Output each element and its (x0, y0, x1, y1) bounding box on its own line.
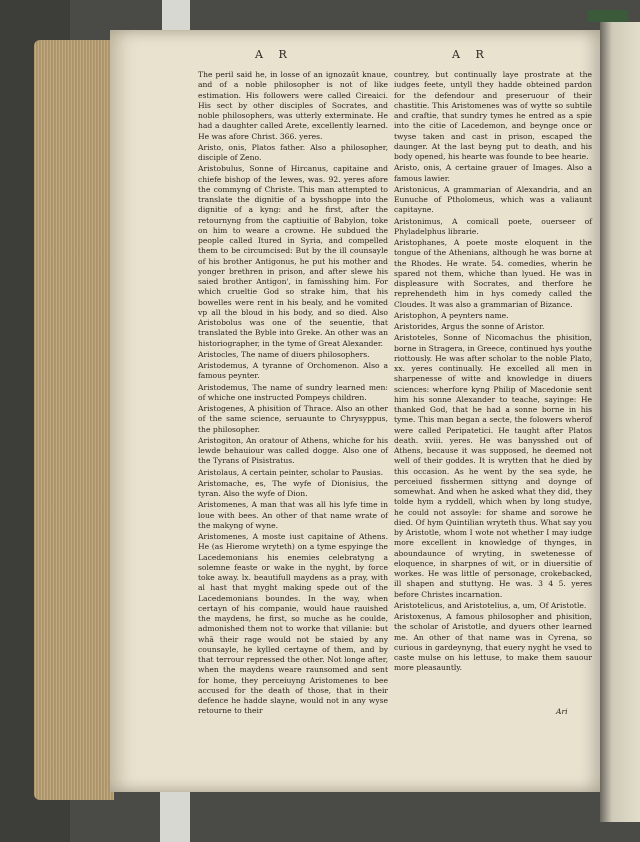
entry-aristorides: Aristorides, Argus the sonne of Aristor. (394, 322, 545, 331)
bookmark-tab (588, 10, 628, 22)
entry-aristomenes-2: Aristomenes, A moste iust capitaine of Athens. He (as Hierome wryteth) on a tyme espyinge the Lacedemonians his enemies celebratyng a solemne feaste or wake in the nyght, by force toke away. lx. beautifull maydens as a pray, with al hast that myght making spede out of the Lacedemonians boundes. In the way, when certayn of his companie, would haue rauished the maydens, he first, so muche as he coulde, admonished them not to worke that villanie: but whā their rage would not be staied by any counsayle, he kylled certayne of them, and by that terrour repressed the other. Not longe after, when the maydens weare raunsomed and sent for home, they perceiuyng Aristomenes to bee accused for the death of those, that in their defence he hadde slayne, would not in any wyse retourne to their (198, 532, 388, 716)
facing-page-edge (600, 22, 640, 822)
entry-aristo: Aristo, onis, Platos father. Also a philosopher, disciple of Zeno. (198, 142, 388, 162)
entry-aristomenes-cont: countrey, but continually laye prostrate at the iudges feete, untyll they hadde obteined pardon for the defendour and preseruour of their chastitie. This Aristomenes was of wytte so subtile and craftie, that sundry tymes he entred as a spie into the citie of Lacedemon, and beynge once or twyse taken and cast in prison, escaped the daunger. At the last beyng put to death, and his body opened, his hearte was founde to bee hearie. (394, 70, 592, 161)
entry-aristogenes: Aristogenes, A phisition of Thrace. Also an other of the same science, seruaunte to Chrysyppus, the philosopher. (198, 404, 388, 434)
book-page-edges (34, 40, 114, 800)
entry-aristomache: Aristomache, es, The wyfe of Dionisius, the tyran. Also the wyfe of Dion. (198, 478, 388, 498)
entry-aristippus-cont: The peril said he, in losse of an ignozaūt knaue, and of a noble philosopher is not of like estimation. His followers were called Cireaici. His sect by other disciples of Socrates, and noble philosophers, was utterly exterminate. He had a daughter called Arete, excellently learned. He was afore Christ. 366. yeres. (198, 70, 388, 141)
scale-ruler-bottom (160, 790, 190, 842)
entry-aristophanes: Aristophanes, A poete moste eloquent in the tongue of the Athenians, although he was borne at the Rhodes. He wrate. 54. comedies, wherin he spared not them, whiche than lyued. He was in displeasure with Socrates, and therfore he reprehendeth him in hys comedy called the Cloudes. It was also a grammarian of Bizance. (394, 238, 592, 309)
entry-aristobulus: Aristobulus, Sonne of Hircanus, capitaine and chiefe bishop of the Iewes, was. 92. yeres afore the commyng of Christe. This man attempted to translate the dignitie of a bysshoppe into the dignitie of a kyng: and he first, after the retournyng from the captiuitie of Babylon, toke on him to weare a crowne. He subdued the people called Itured in Syria, and compelled them to be circumcised: But by the ill counsayle of his brother Antigonus, he put his mother and yonger brethren in prison, and after slewe his saied brother Antigon', in famisshing him. For which crueltie God so strake him, that his bowelles were rent in his bealy, and he vomited vp all the bloud in his body, and so died. Also Aristobolus was one of the seuentie, that translated the Byble into Greke. An other was an historiographer, in the tyme of Great Alexander. (198, 164, 388, 348)
catchword: Ari (556, 707, 568, 716)
entry-aristoteles: Aristoteles, Sonne of Nicomachus the phisition, borne in Stragera, in Greece, continued hys youthe riottously. He was after scholar to the noble Plato, xx. yeres continually. He excelled all men in sharpenesse of witte and knowledge in diuers sciences: wherfore kyng Philip of Macedonie sent him his sonne Alexander to teache, sayinge: He thanked God, that he had a sonne borne in his tyme. This man began a secte, the folowers wherof were called Peripatetici. He taught after Platos death. xviii. yeres. He was banysshed out of Athens, because it was supposed, he deemed not well of their goddes. It is wrytten that he died by this occasion. As he went by the sea syde, he perceiued fisshermen sittyng and doynge of somewhat. And when he asked what they did, they tolde hym a ryddell, which when by long studye, he could not assoyle: for shame and sorowe he died. Of hym Quintilian wryteth thus. What say you by Aristotle, whom I wote not whether I may iudge more excellent in knowledge of thynges, in aboundaunce of wryting, in swetenesse of eloquence, in sharpnes of wit, or in diuersitie of workes. He was little of personage, crokebacked, ill shapen and stuttyng. He was. 3 4 5. yeres before Christes incarnation. (394, 333, 592, 599)
entry-aristodemus-2: Aristodemus, The name of sundry learned men: of whiche one instructed Pompeys children. (198, 382, 388, 402)
running-head-right: A R (452, 48, 490, 61)
entry-aristo-graver: Aristo, onis, A certaine grauer of Images. Also a famous lawier. (394, 163, 592, 183)
entry-aristogiton: Aristogiton, An oratour of Athens, whiche for his lewde behauiour was called dogge. Also one of the Tyrans of Pisistratus. (198, 435, 388, 466)
running-head-left: A R (255, 48, 293, 61)
right-text-column (394, 70, 592, 675)
entry-aristonicus: Aristonicus, A grammarian of Alexandria, and an Eunuche of Ptholomeus, which was a valiaunt capitayne. (394, 184, 592, 215)
left-text-column (198, 70, 388, 718)
entry-aristonimus: Aristonimus, A comicall poete, ouerseer of Phyladelphus librarie. (394, 216, 592, 236)
entry-aristotelicus: Aristotelicus, and Aristotelius, a, um, Of Aristotle. (394, 600, 587, 610)
entry-aristophon: Aristophon, A peynters name. (394, 310, 509, 320)
scale-ruler-top (162, 0, 190, 30)
entry-aristolaus: Aristolaus, A certain peinter, scholar to Pausias. (198, 467, 384, 477)
entry-aristodemus-1: Aristodemus, A tyranne of Orchomenon. Also a famous peynter. (198, 361, 388, 381)
entry-aristoxenus: Aristoxenus, A famous philosopher and phisition, the scholar of Aristotle, and dyuers other learned me. An other of that name was in Cyrena, so curious in gardeynyng, that euery nyght he vsed to caste mulse on his lettuse, to make them sauour more pleasauntly. (394, 612, 592, 673)
entry-aristocles: Aristocles, The name of diuers philosophers. (198, 349, 370, 359)
entry-aristomenes-1: Aristomenes, A man that was all his lyfe time in loue with bees. An other of that name wrate of the makyng of wyne. (198, 500, 388, 530)
